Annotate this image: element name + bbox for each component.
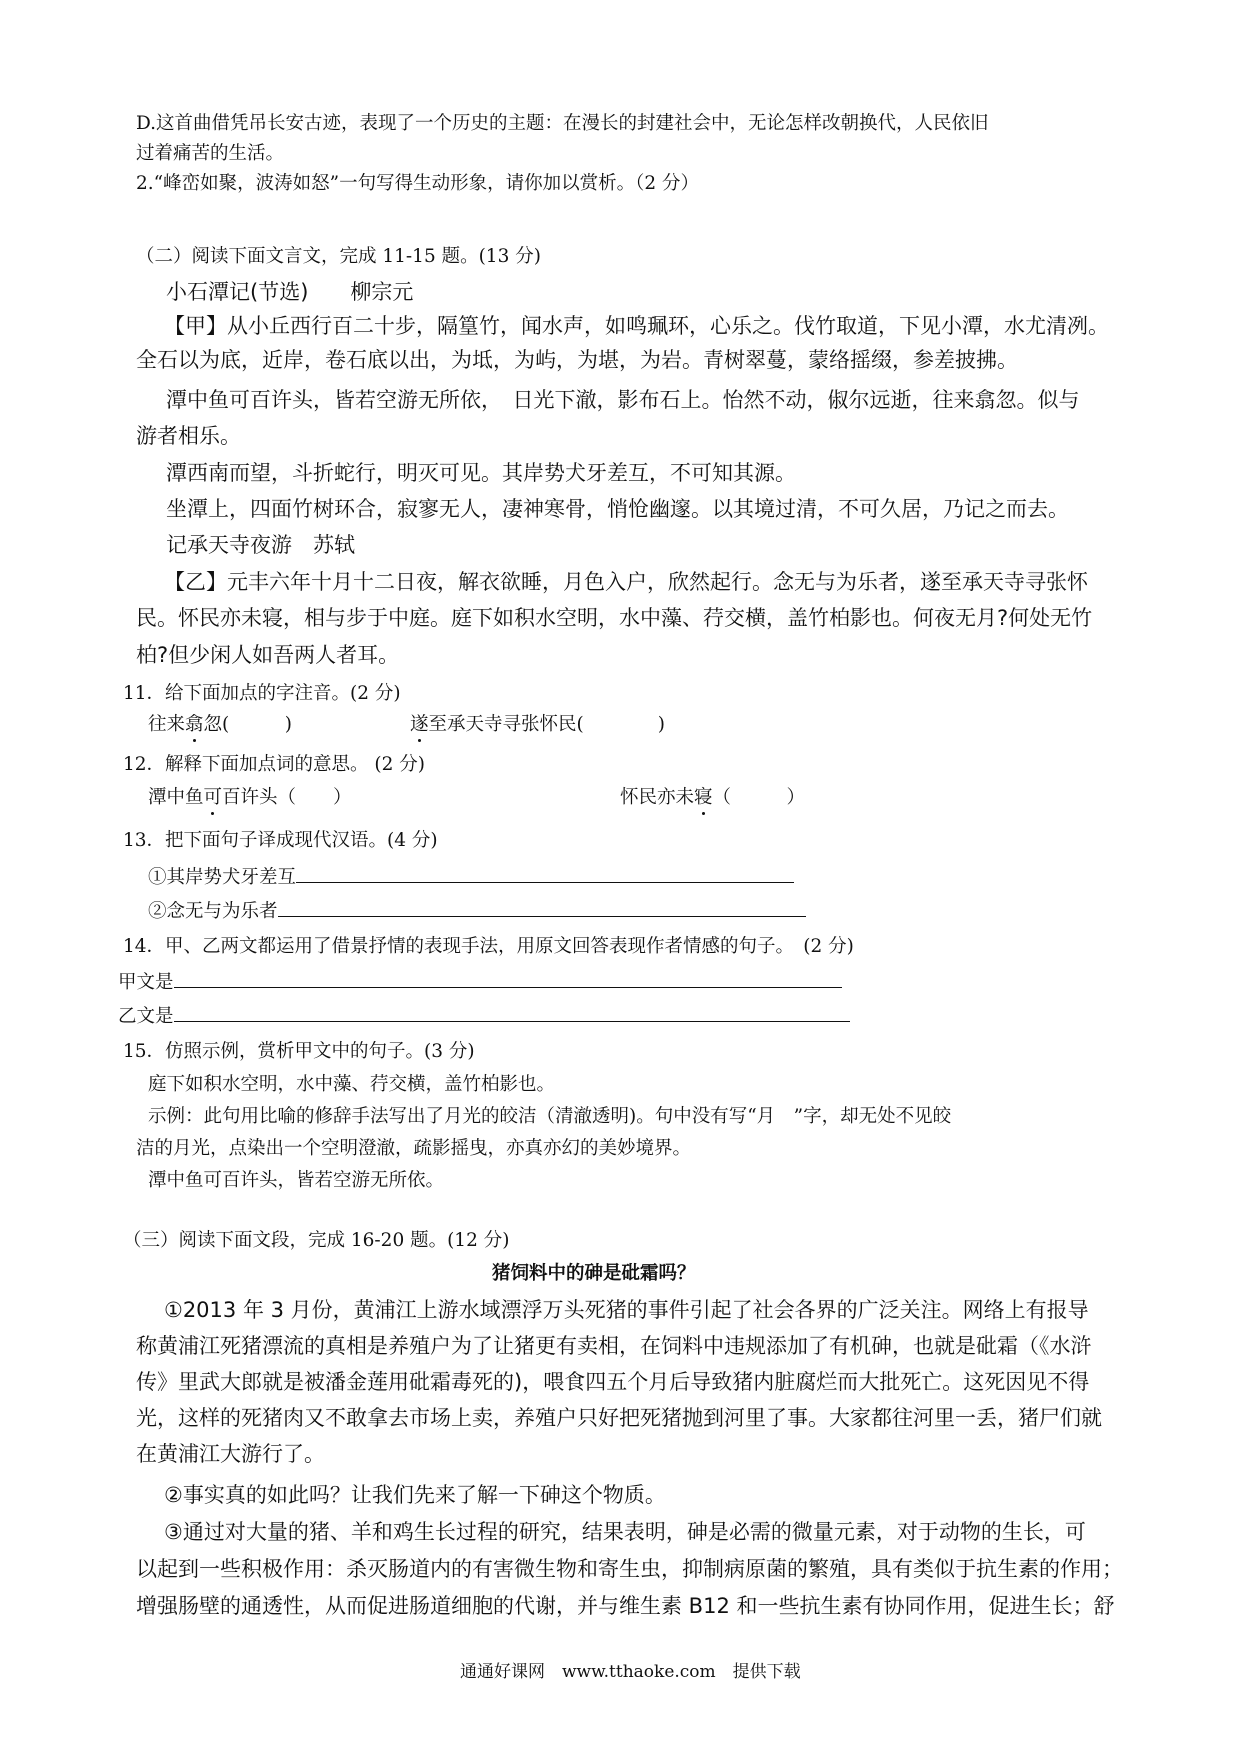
- article-p1-line-3: 传》里武大郎就是被潘金莲用砒霜毒死的)，喂食四五个月后导致猪内脏腐烂而大批死亡。这死因见不得: [136, 1370, 1090, 1394]
- article-p2: ②事实真的如此吗？让我们先来了解一下砷这个物质。: [164, 1483, 666, 1507]
- section-2-heading: （二）阅读下面文言文，完成 11-15 题。(13 分): [136, 246, 541, 267]
- question-15-example-line-1: 示例：此句用比喻的修辞手法写出了月光的皎洁（清澈透明)。句中没有写“月 ”字，却无处不见皎: [148, 1106, 952, 1127]
- passage-jia-line-1: 【甲】从小丘西行百二十步，隔篁竹，闻水声，如鸣珮环，心乐之。伐竹取道，下见小潭，水尤清冽。: [164, 314, 1109, 338]
- question-14: 14．甲、乙两文都运用了借景抒情的表现手法，用原文回答表现作者情感的句子。 (2 分): [123, 936, 854, 957]
- answer-line[interactable]: [174, 1003, 850, 1022]
- question-11-item-a: 往来翕忽( ): [148, 714, 292, 735]
- article-p3-line-2: 以起到一些积极作用：杀灭肠道内的有害微生物和寄生虫，抑制病原菌的繁殖，具有类似于抗生素的作用；: [136, 1557, 1123, 1581]
- question-13: 13．把下面句子译成现代汉语。(4 分): [123, 830, 438, 851]
- passage-jia-line-4: 游者相乐。: [136, 424, 241, 448]
- question-11-item-b: 遂至承天寺寻张怀民( ): [410, 714, 665, 735]
- article-p1-line-1: ①2013 年 3 月份，黄浦江上游水域漂浮万头死猪的事件引起了社会各界的广泛关注。网络上有报导: [164, 1298, 1089, 1322]
- question-11: 11．给下面加点的字注音。(2 分): [123, 683, 401, 704]
- emphasis-dot-char: 可: [203, 787, 223, 808]
- question-13-item-1: ①其岸势犬牙差互: [148, 864, 794, 889]
- article-p3-line-3: 增强肠壁的通透性，从而促进肠道细胞的代谢，并与维生素 B12 和一些抗生素有协同作用，促进生长；舒: [136, 1594, 1115, 1618]
- answer-line[interactable]: [296, 864, 794, 883]
- question-2: 2.“峰峦如聚，波涛如怒”一句写得生动形象，请你加以赏析。（2 分）: [136, 173, 699, 194]
- question-13-item-2: ②念无与为乐者: [148, 898, 806, 923]
- option-d-line-2: 过着痛苦的生活。: [136, 143, 285, 164]
- passage-title-1: 小石潭记(节选) 柳宗元: [166, 280, 414, 304]
- section-3-heading: （三）阅读下面文段，完成 16-20 题。(12 分): [123, 1230, 510, 1251]
- article-p1-line-5: 在黄浦江大游行了。: [136, 1442, 325, 1466]
- emphasis-dot-char: 翕: [185, 714, 204, 735]
- passage-jia-line-2: 全石以为底，近岸，卷石底以出，为坻，为屿，为堪，为岩。青树翠蔓，蒙络摇缀，参差披拂。: [136, 348, 1018, 372]
- article-p1-line-4: 光，这样的死猪肉又不敢拿去市场上卖，养殖户只好把死猪抛到河里了事。大家都往河里一丢，猪尸们就: [136, 1406, 1102, 1430]
- article-p1-line-2: 称黄浦江死猪漂流的真相是养殖户为了让猪更有卖相，在饲料中违规添加了有机砷，也就是砒霜（《水浒: [136, 1334, 1092, 1358]
- page-footer: 通通好课网 www.tthaoke.com 提供下载: [460, 1662, 801, 1682]
- question-14-jia: 甲文是: [118, 969, 842, 994]
- question-15-example-line-2: 洁的月光，点染出一个空明澄澈，疏影摇曳，亦真亦幻的美妙境界。: [136, 1138, 692, 1159]
- question-15: 15．仿照示例，赏析甲文中的句子。(3 分): [123, 1041, 475, 1062]
- passage-jia-line-5: 潭西南而望，斗折蛇行，明灭可见。其岸势犬牙差互，不可知其源。: [166, 461, 796, 485]
- passage-yi-line-2: 民。怀民亦未寝，相与步于中庭。庭下如积水空明，水中藻、荇交横，盖竹柏影也。何夜无月?何处无竹: [136, 606, 1093, 630]
- passage-jia-line-6: 坐潭上，四面竹树环合，寂寥无人，凄神寒骨，悄怆幽邃。以其境过清，不可久居，乃记之而去。: [166, 497, 1069, 521]
- emphasis-dot-char: 寝: [694, 787, 713, 808]
- passage-yi-line-1: 【乙】元丰六年十月十二日夜，解衣欲睡，月色入户，欣然起行。念无与为乐者，遂至承天寺寻张怀: [164, 570, 1088, 594]
- emphasis-dot-char: 遂: [410, 714, 429, 735]
- question-15-task: 潭中鱼可百许头，皆若空游无所依。: [148, 1170, 445, 1191]
- question-15-quote: 庭下如积水空明，水中藻、荇交横，盖竹柏影也。: [148, 1074, 556, 1095]
- passage-jia-line-3: 潭中鱼可百许头，皆若空游无所依， 日光下澈，影布石上。怡然不动，俶尔远逝，往来翕忽。似与: [166, 388, 1080, 412]
- question-12-item-a: 潭中鱼可百许头（ ）: [148, 787, 352, 808]
- question-14-yi: 乙文是: [118, 1003, 850, 1028]
- article-p3-line-1: ③通过对大量的猪、羊和鸡生长过程的研究，结果表明，砷是必需的微量元素，对于动物的生长，可: [164, 1520, 1086, 1544]
- question-12: 12．解释下面加点词的意思。 (2 分): [123, 754, 426, 775]
- passage-title-2: 记承天寺夜游 苏轼: [166, 533, 355, 557]
- question-12-item-b: 怀民亦未寝（ ）: [620, 787, 806, 808]
- passage-yi-line-3: 柏?但少闲人如吾两人者耳。: [136, 643, 400, 667]
- option-d-line-1: D.这首曲借凭吊长安古迹，表现了一个历史的主题：在漫长的封建社会中，无论怎样改朝换代，人民依旧: [136, 113, 989, 134]
- article-title: 猪饲料中的砷是砒霜吗？: [492, 1263, 696, 1284]
- answer-line[interactable]: [278, 898, 806, 917]
- answer-line[interactable]: [174, 969, 842, 988]
